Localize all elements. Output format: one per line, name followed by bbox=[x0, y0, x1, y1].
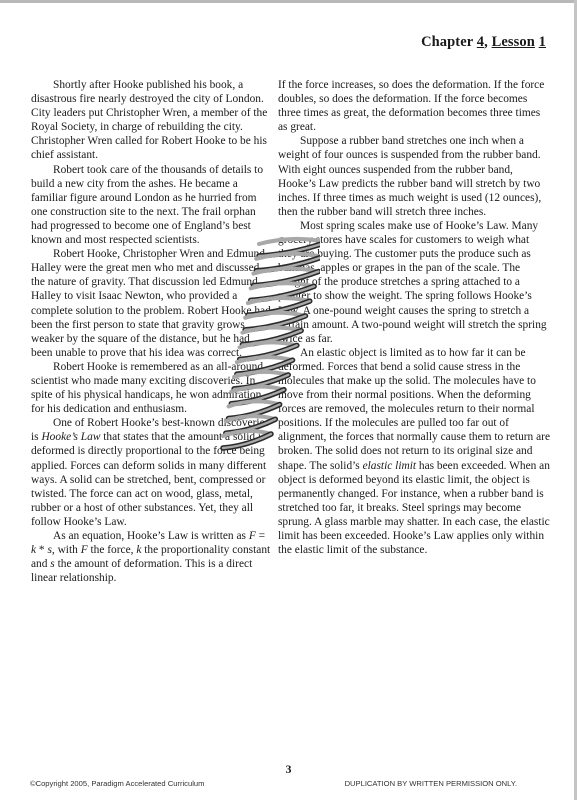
text-run: , with bbox=[51, 544, 81, 557]
chapter-word: Chapter bbox=[421, 34, 477, 50]
coil-spring-icon bbox=[205, 224, 320, 454]
var-s: s bbox=[50, 558, 55, 571]
paragraph-equation bbox=[31, 529, 271, 585]
text-run: that states that the amount a solid is deformed is directly proportional to the force being applied. Forces can deform solids in many different ways. A solid can be stretched, bent, compressed or twisted. The force can act on wood, glass, metal, rubber or a host of other substances. Yet, they all follow Hooke’s Law. bbox=[31, 431, 267, 528]
paragraph-remembered: Robert Hooke is remembered as an all-around scientist who made many exciting discoveries. In spite of his physical handicaps, he won admiration for his dedication and enthusiasm. bbox=[31, 360, 264, 416]
paragraph-gravity: Robert Hooke, Christopher Wren and Edmund Halley were the great men who met and discussed the nature of gravity. That discussion led Edmund Halley to visit Isaac Newton, who provided a complete solution to the problem. Robert Hooke had been the first person to state that gravity grows weaker by the square of the distance, but he had been unable to prove that his idea was correct. bbox=[31, 248, 271, 359]
lesson-number: 1 bbox=[538, 34, 546, 50]
text-run: As an equation, Hooke’s Law is written as bbox=[53, 530, 249, 542]
text-run: One of Robert Hooke’s best-known discoveries is bbox=[31, 417, 270, 444]
hookes-law-term: Hooke’s Law bbox=[41, 431, 101, 444]
page-number: 3 bbox=[285, 762, 292, 776]
lesson-word: Lesson bbox=[491, 34, 535, 50]
var-k: k bbox=[31, 544, 37, 557]
text-run: An elastic object is limited as to how far it can be deformed. Forces that bend a solid cause stress in the molecules that make up the solid. The molecules have to move from their normal positions. When the deforming forces are removed, the molecules return to their normal positions. If the molecules are pulled too far out of alignment, the forces that normally cause them to return are broken. The solid does not return to its original size and shape. The solid’s bbox=[278, 346, 551, 472]
spring-coil-loop bbox=[223, 431, 271, 448]
paragraph-force-increase: If the force increases, so does the deformation. If the force doubles, so does the deformation. If the force becomes three times as great, the deformation becomes three times as great. bbox=[278, 79, 545, 134]
paragraph-city-rebuild: Robert took care of the thousands of details to build a new city from the ashes. He became a familiar figure around London as he hurried from one construction site to the next. The frail orphan had progressed to become one of England’s best known and most respected scientists. bbox=[31, 163, 264, 247]
duplication-notice: DUPLICATION BY WRITTEN PERMISSION ONLY. bbox=[344, 779, 517, 788]
elastic-limit-term: elastic limit bbox=[362, 459, 417, 472]
chapter-lesson-header bbox=[421, 34, 546, 51]
paragraph-spring-scales: Most spring scales make use of Hooke’s Law. Many grocery stores have scales for customers to weigh what they are buying. The customer puts the produce such as bananas, apples or grapes in the pan of the scale. The weight of the produce stretches a spring attached to a pointer to show the weight. The spring follows Hooke’s Law. A one-pound weight causes the spring to stretch a certain amount. A two-pound weight will stretch the spring twice as far. bbox=[278, 219, 547, 345]
text-run: has been exceeded. When an object is deformed beyond its elastic limit, the object is permanently changed. For instance, when a rubber band is stretched too far, it breaks. Steel springs may become sprung. A glass marble may shatter. In each case, the elastic limit has been exceeded. Hooke’s Law applies only within the elastic limit of the substance. bbox=[278, 459, 550, 557]
var-f: F bbox=[248, 530, 256, 542]
text-run: the amount of deformation. This is a direct linear relationship. bbox=[31, 558, 253, 585]
paragraph-fire: Shortly after Hooke published his book, a disastrous fire nearly destroyed the city of London. City leaders put Christopher Wren, a member of the Royal Society, in charge of rebuilding the city. Christopher Wren called for Robert Hooke to be his chief assistant. bbox=[31, 79, 268, 162]
header-separator: , bbox=[484, 34, 492, 50]
scan-edge-top bbox=[0, 0, 577, 3]
copyright-footer: ©Copyright 2005, Paradigm Accelerated Curriculum bbox=[30, 779, 205, 788]
var-s: s bbox=[47, 544, 52, 557]
text-run: = bbox=[255, 530, 266, 542]
var-k: k bbox=[136, 544, 142, 557]
text-run: the proportionality constant and bbox=[31, 544, 271, 571]
text-run: the force, bbox=[87, 544, 137, 557]
text-run: * bbox=[36, 544, 48, 557]
var-f: F bbox=[80, 544, 88, 557]
paragraph-rubber-band: Suppose a rubber band stretches one inch when a weight of four ounces is suspended from the rubber band. With eight ounces suspended from the rubber band, Hooke’s Law predicts the rubber band will stretch by two inches. If three times as much weight is used (12 ounces), then the rubber band will stretch three inches. bbox=[278, 135, 542, 218]
chapter-number: 4 bbox=[476, 34, 485, 50]
